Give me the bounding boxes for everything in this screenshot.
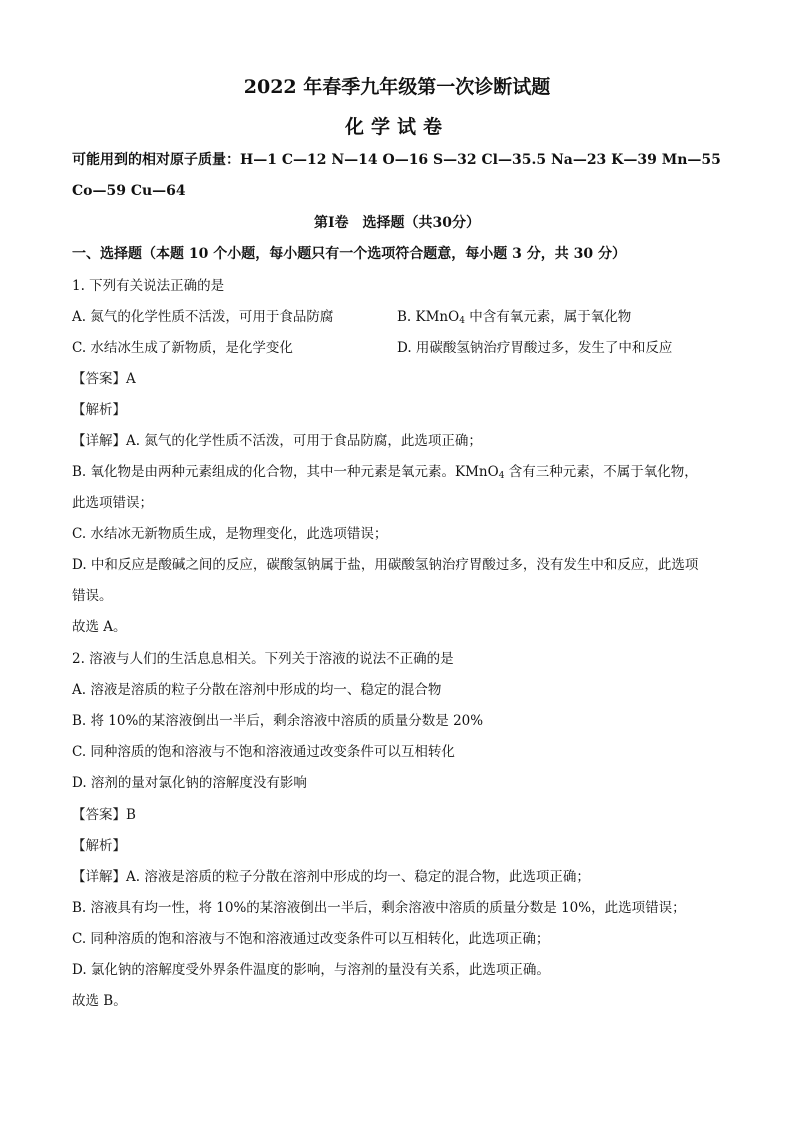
q1-b-line-1	[72, 462, 722, 486]
q2-conclusion: 故选 B。	[72, 993, 127, 1009]
page-title: 2022 年春季九年级第一次诊断试题	[243, 76, 551, 98]
q2-option-a: A. 溶液是溶质的粒子分散在溶剂中形成的均一、稳定的混合物	[72, 682, 442, 698]
q1-b-line-1-sub: 4	[498, 471, 505, 481]
atomic-mass-line-2: Co—59 Cu—64	[72, 183, 186, 199]
q1-option-a: A. 氮气的化学性质不活泼，可用于食品防腐	[72, 309, 334, 325]
q2-option-c: C. 同种溶质的饱和溶液与不饱和溶液通过改变条件可以互相转化	[72, 744, 455, 760]
q1-option-b-sub: 4	[459, 316, 465, 326]
q1-answer: 【答案】A	[72, 371, 136, 387]
q1-stem: 1. 下列有关说法正确的是	[72, 278, 225, 294]
q1-option-b-pre: B. KMnO	[397, 309, 460, 325]
q1-d-line-1: D. 中和反应是酸碱之间的反应，碳酸氢钠属于盐，用碳酸氢钠治疗胃酸过多，没有发生中和反应，此选项	[72, 557, 699, 573]
q2-detail: 【详解】A. 溶液是溶质的粒子分散在溶剂中形成的均一、稳定的混合物，此选项正确；	[72, 869, 590, 885]
q1-d-line-2: 错误。	[72, 588, 113, 604]
q1-c-line: C. 水结冰无新物质生成，是物理变化，此选项错误；	[72, 526, 388, 542]
q1-b-line-2: 此选项错误；	[72, 495, 153, 511]
q1-option-d: D. 用碳酸氢钠治疗胃酸过多，发生了中和反应	[397, 340, 673, 356]
q2-option-d: D. 溶剂的量对氯化钠的溶解度没有影响	[72, 775, 307, 791]
q2-answer: 【答案】B	[72, 807, 136, 823]
q1-b-line-1-pre: B. 氧化物是由两种元素组成的化合物，其中一种元素是氧元素。KMnO	[72, 464, 499, 480]
q1-detail: 【详解】A. 氮气的化学性质不活泼，可用于食品防腐，此选项正确；	[72, 433, 482, 449]
volume-title: 第Ⅰ卷 选择题（共30分）	[313, 215, 481, 231]
atomic-mass-line-1: 可能用到的相对原子质量：H—1 C—12 N—14 O—16 S—32 Cl—35.5 Na—23 K—39 Mn—55	[72, 152, 721, 168]
q1-conclusion: 故选 A。	[72, 619, 127, 635]
q2-d-line: D. 氯化钠的溶解度受外界条件温度的影响，与溶剂的量没有关系，此选项正确。	[72, 962, 550, 978]
page-subtitle: 化学试卷	[344, 116, 449, 138]
q1-option-b	[397, 307, 727, 331]
q2-stem: 2. 溶液与人们的生活息息相关。下列关于溶液的说法不正确的是	[72, 651, 454, 667]
q1-option-b-post: 中含有氧元素，属于氧化物	[464, 309, 632, 325]
q1-analysis: 【解析】	[72, 402, 126, 418]
q2-c-line: C. 同种溶质的饱和溶液与不饱和溶液通过改变条件可以互相转化，此选项正确；	[72, 931, 550, 947]
section-heading: 一、选择题（本题 10 个小题，每小题只有一个选项符合题意，每小题 3 分，共 30 分）	[72, 246, 626, 262]
q2-analysis: 【解析】	[72, 838, 126, 854]
q1-b-line-1-post: 含有三种元素，不属于氧化物，	[504, 464, 698, 480]
q2-b-line: B. 溶液具有均一性，将 10%的某溶液倒出一半后，剩余溶液中溶质的质量分数是 10%，此选项错误；	[72, 900, 686, 916]
q2-option-b: B. 将 10%的某溶液倒出一半后，剩余溶液中溶质的质量分数是 20%	[72, 713, 484, 729]
q1-option-c: C. 水结冰生成了新物质，是化学变化	[72, 340, 293, 356]
